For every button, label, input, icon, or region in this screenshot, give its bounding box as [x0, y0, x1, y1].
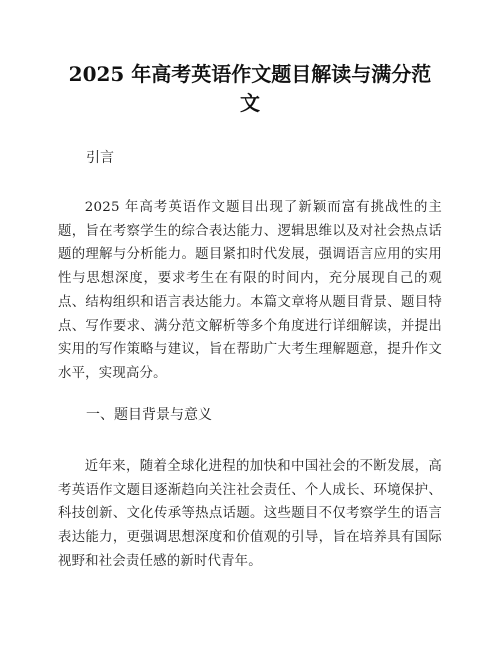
- introduction-paragraph: 2025 年高考英语作文题目出现了新颖而富有挑战性的主题，旨在考察学生的综合表达能力、逻辑思维以及对社会热点话题的理解与分析能力。题目紧扣时代发展，强调语言应用的实用性与思想深度，要求考生在有限的时间内，充分展现自己的观点、结构组织和语言表达能力。本篇文章将从题目背景、题目特点、写作要求、满分范文解析等多个角度进行详细解读，并提出实用的写作策略与建议，旨在帮助广大考生理解题意，提升作文水平，实现高分。: [58, 200, 442, 381]
- section-heading-introduction: 引言: [86, 150, 114, 166]
- document-title: 2025 年高考英语作文题目解读与满分范文: [68, 62, 432, 115]
- section-heading-background: 一、题目背景与意义: [86, 407, 212, 423]
- background-paragraph: 近年来，随着全球化进程的加快和中国社会的不断发展，高考英语作文题目逐渐趋向关注社会责任、个人成长、环境保护、科技创新、文化传承等热点话题。这些题目不仅考察学生的语言表达能力，更强调思想深度和价值观的引导，旨在培养具有国际视野和社会责任感的新时代青年。: [58, 459, 442, 569]
